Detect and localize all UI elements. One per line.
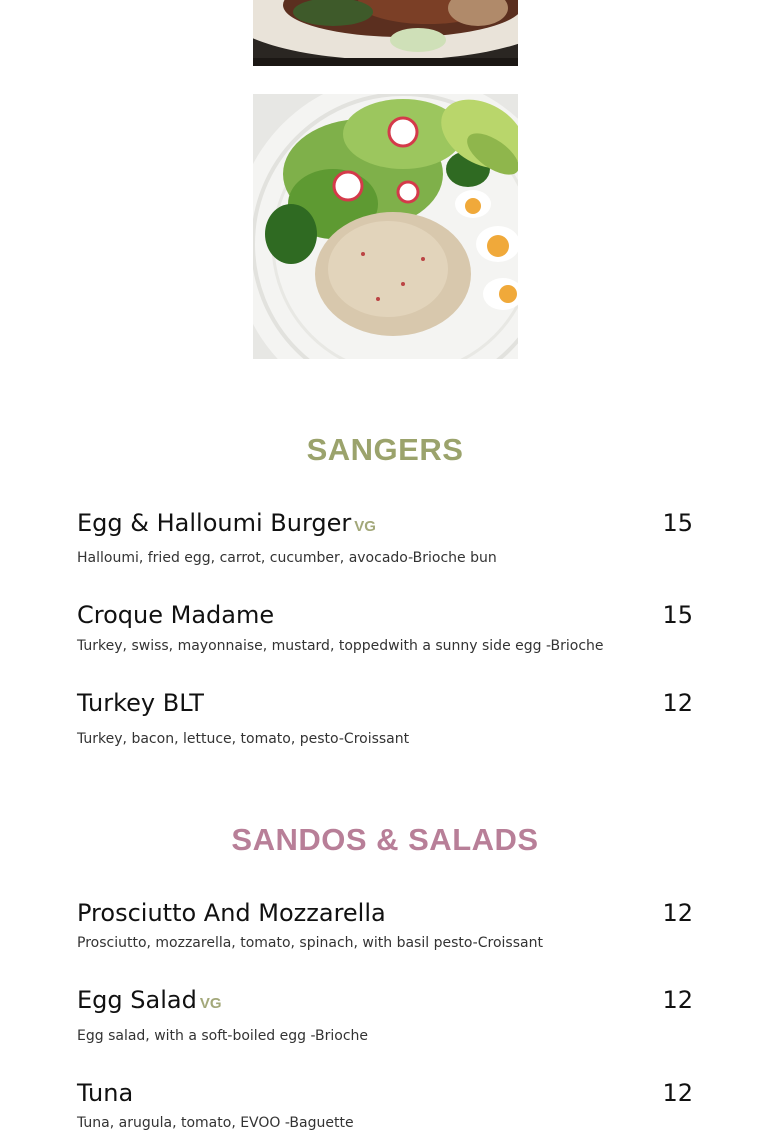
menu-item: [77, 600, 693, 654]
item-price: 15: [662, 601, 693, 629]
dish-photo-top: [253, 0, 518, 66]
menu-item: [77, 1078, 693, 1131]
item-price: 12: [662, 986, 693, 1014]
menu-item: [77, 985, 693, 1044]
vegetarian-tag: VG: [199, 995, 222, 1012]
item-price: 12: [662, 899, 693, 927]
item-name-text: Tuna: [77, 1079, 134, 1107]
item-description: Halloumi, fried egg, carrot, cucumber, avocado-Brioche bun: [77, 550, 497, 566]
section-title-sangers: SANGERS: [306, 432, 464, 467]
section-title-sandos-salads: SANDOS & SALADS: [231, 822, 539, 857]
item-name: [77, 688, 204, 718]
item-description: Turkey, bacon, lettuce, tomato, pesto-Croissant: [77, 731, 410, 747]
dish-photo-salad: [253, 94, 518, 359]
menu-item: [77, 688, 693, 747]
item-description: Tuna, arugula, tomato, EVOO -Baguette: [77, 1115, 354, 1131]
vegetarian-tag: VG: [354, 518, 376, 535]
item-price: 12: [662, 689, 693, 717]
item-name-text: Turkey BLT: [77, 689, 204, 717]
item-price: 15: [662, 509, 693, 537]
item-name-text: Egg Salad: [77, 986, 197, 1014]
item-name: [77, 508, 376, 542]
item-description: Prosciutto, mozzarella, tomato, spinach, with basil pesto-Croissant: [77, 935, 543, 951]
menu-item: [77, 898, 693, 951]
item-name: [77, 600, 274, 630]
item-name-text: Prosciutto And Mozzarella: [77, 899, 386, 927]
item-description: Turkey, swiss, mayonnaise, mustard, toppedwith a sunny side egg -Brioche: [77, 638, 604, 654]
item-name: [77, 985, 222, 1019]
item-name-text: Croque Madame: [77, 601, 275, 629]
item-name: [77, 1078, 133, 1108]
item-name-text: Egg & Halloumi Burger: [77, 509, 352, 537]
item-name: [77, 898, 386, 928]
item-price: 12: [662, 1079, 693, 1107]
menu-item: [77, 508, 693, 566]
item-description: Egg salad, with a soft-boiled egg -Brioche: [77, 1028, 369, 1044]
